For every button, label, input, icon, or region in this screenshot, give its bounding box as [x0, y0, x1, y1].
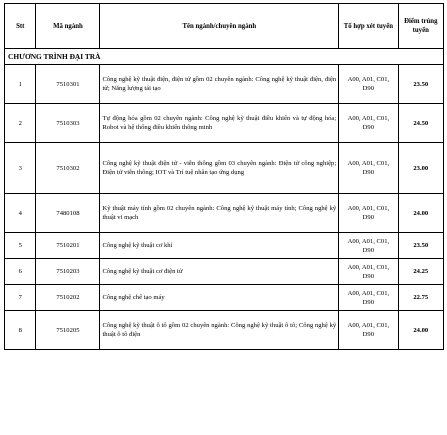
admission-score-table [4, 3, 444, 350]
row-ma-nganh: 7510303 [36, 104, 100, 143]
table-row [5, 233, 444, 259]
table-row [5, 311, 444, 350]
table-row [5, 65, 444, 104]
row-diem: 23.50 [398, 65, 443, 104]
table-row [5, 194, 444, 233]
row-ten-nganh: Công nghệ kỹ thuật ô tô gồm 02 chuyên ngành: Công nghệ kỹ thuật ô tô; Công nghệ kỹ thuật ô tô điện [100, 311, 339, 350]
row-stt: 3 [5, 143, 36, 194]
table-row [5, 285, 444, 311]
table-row [5, 259, 444, 285]
row-diem: 24.00 [398, 311, 443, 350]
row-ma-nganh: 7510203 [36, 259, 100, 285]
row-diem: 23.00 [398, 143, 443, 194]
row-ten-nganh: Kỹ thuật máy tính gồm 02 chuyên ngành: Công nghệ kỹ thuật máy tính; Công nghệ kỹ thuật vi mạch [100, 194, 339, 233]
header-to-hop: Tổ hợp xét tuyển [339, 4, 398, 49]
row-stt: 7 [5, 285, 36, 311]
row-ma-nganh: 7510202 [36, 285, 100, 311]
row-to-hop: A00, A01, C01, D90 [339, 65, 398, 104]
row-ma-nganh: 7510205 [36, 311, 100, 350]
row-to-hop: A00, A01, C01, D90 [339, 259, 398, 285]
row-to-hop: A00, A01, C01, D90 [339, 285, 398, 311]
row-stt: 2 [5, 104, 36, 143]
section-title: CHƯƠNG TRÌNH ĐẠI TRÀ [5, 49, 444, 65]
header-ma-nganh: Mã ngành [36, 4, 100, 49]
header-diem: Điểm trúng tuyển [398, 4, 443, 49]
row-stt: 1 [5, 65, 36, 104]
row-ma-nganh: 7510302 [36, 143, 100, 194]
row-diem: 23.50 [398, 233, 443, 259]
row-diem: 24.50 [398, 104, 443, 143]
section-row [5, 49, 444, 65]
row-stt: 6 [5, 259, 36, 285]
row-to-hop: A00, A01, C01, D90 [339, 104, 398, 143]
header-row [5, 4, 444, 49]
row-stt: 4 [5, 194, 36, 233]
row-to-hop: A00, A01, C01, D90 [339, 194, 398, 233]
header-ten-nganh: Tên ngành/chuyên ngành [100, 4, 339, 49]
row-diem: 24.00 [398, 194, 443, 233]
row-ten-nganh: Công nghệ kỹ thuật cơ khí [100, 233, 339, 259]
row-ten-nganh: Công nghệ kỹ thuật điện tử - viễn thông gồm 03 chuyên ngành: Điện tử công nghiệp; Điện tử viễn thông; IOT và Trí tuệ nhân tạo ứng dụng [100, 143, 339, 194]
row-ten-nganh: Công nghệ kỹ thuật điện, điện tử gồm 02 chuyên ngành: Công nghệ kỹ thuật điện, điện tử; Năng lượng tái tạo [100, 65, 339, 104]
table-row [5, 143, 444, 194]
row-diem: 24.25 [398, 259, 443, 285]
row-ma-nganh: 7480108 [36, 194, 100, 233]
row-diem: 22.75 [398, 285, 443, 311]
row-stt: 8 [5, 311, 36, 350]
row-ten-nganh: Công nghệ chế tạo máy [100, 285, 339, 311]
table-row [5, 104, 444, 143]
row-ma-nganh: 7510301 [36, 65, 100, 104]
header-stt: Stt [5, 4, 36, 49]
row-to-hop: A00, A01, C01, D90 [339, 233, 398, 259]
row-to-hop: A00, A01, C01, D90 [339, 311, 398, 350]
row-to-hop: A00, A01, C01, D90 [339, 143, 398, 194]
row-ten-nganh: Công nghệ kỹ thuật cơ điện tử [100, 259, 339, 285]
row-ma-nganh: 7510201 [36, 233, 100, 259]
row-ten-nganh: Tự động hóa gồm 02 chuyên ngành: Công nghệ kỹ thuật điều khiển và tự động hóa; Robot và hệ thống điều khiển thông minh [100, 104, 339, 143]
row-stt: 5 [5, 233, 36, 259]
